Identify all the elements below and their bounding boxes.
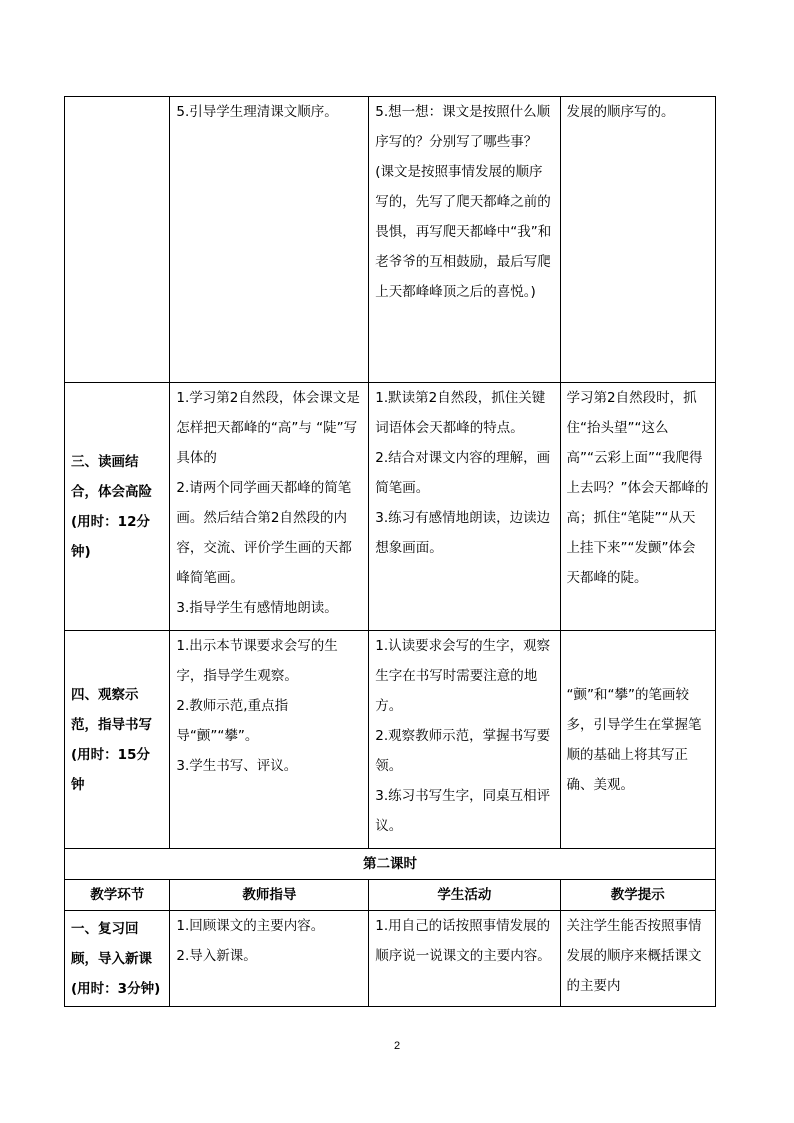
- student-item: 1.默读第2自然段，抓住关键词语体会天都峰的特点。: [375, 390, 546, 436]
- teacher-item: 5.引导学生理清课文顺序。: [176, 104, 338, 120]
- teacher-item: 1.回顾课文的主要内容。: [176, 918, 325, 934]
- column-header: 教学提示: [560, 880, 715, 911]
- tip-cell: [560, 631, 715, 849]
- student-item: 5.想一想：课文是按照什么顺序写的？分别写了哪些事？(课文是按照事情发展的顺序写的，先写了爬天都峰之前的畏惧，再写爬天都峰中“我”和老爷爷的互相鼓励，最后写爬上天都峰峰顶之后的喜悦。): [375, 104, 552, 300]
- tip-text: “颤”和“攀”的笔画较多，引导学生在掌握笔顺的基础上将其写正确、美观。: [566, 686, 702, 793]
- student-cell: [369, 631, 560, 849]
- student-cell: [369, 383, 560, 631]
- table-row: [65, 383, 716, 631]
- student-item: 3.练习有感情地朗读，边读边想象画面。: [375, 510, 551, 556]
- section-row: [65, 849, 716, 880]
- teacher-item: 3.指导学生有感情地朗读。: [176, 600, 338, 616]
- section-title: 第二课时: [65, 849, 716, 880]
- teacher-item: 3.学生书写、评议。: [176, 758, 298, 774]
- student-cell: [369, 97, 560, 383]
- column-header: 学生活动: [369, 880, 560, 911]
- table-row: [65, 911, 716, 1007]
- table-row: [65, 97, 716, 383]
- stage-cell: 一、复习回顾，导入新课(用时：3分钟): [65, 911, 170, 1007]
- teacher-cell: [170, 383, 369, 631]
- stage-cell: 三、读画结合，体会高险(用时：12分钟): [65, 383, 170, 631]
- student-item: 1.用自己的话按照事情发展的顺序说一说课文的主要内容。: [375, 918, 551, 964]
- stage-cell: [65, 97, 170, 383]
- teacher-item: 1.学习第2自然段，体会课文是怎样把天都峰的“高”与 “陡”写具体的: [176, 390, 360, 466]
- teacher-item: 1.出示本节课要求会写的生 字，指导学生观察。: [176, 638, 338, 684]
- teacher-cell: [170, 631, 369, 849]
- page-number: 2: [393, 1040, 401, 1052]
- stage-cell: 四、观察示范，指导书写(用时：15分钟: [65, 631, 170, 849]
- column-header: 教学环节: [65, 880, 170, 911]
- student-cell: [369, 911, 560, 1007]
- teacher-cell: [170, 911, 369, 1007]
- lesson-plan-table: [64, 96, 716, 1007]
- table-row: [65, 631, 716, 849]
- tip-cell: 学习第2自然段时，抓住“抬头望”“这么高”“云彩上面”“我爬得上去吗？”体会天都峰的高；抓住“笔陡”“从天上挂下来”“发颤”体会天都峰的陡。: [560, 383, 715, 631]
- tip-cell: 发展的顺序写的。: [560, 97, 715, 383]
- student-item: 2.结合对课文内容的理解，画简笔画。: [375, 450, 551, 496]
- student-item: 1.认读要求会写的生字，观察生字在书写时需要注意的地方。: [375, 638, 551, 714]
- teacher-cell: [170, 97, 369, 383]
- teacher-item: 2.导入新课。: [176, 948, 257, 964]
- tip-cell: 关注学生能否按照事情发展的顺序来概括课文的主要内: [560, 911, 715, 1007]
- teacher-item: 2.请两个同学画天都峰的简笔画。然后结合第2自然段的内容，交流、评价学生画的天都峰简笔画。: [176, 480, 352, 586]
- student-item: 2.观察教师示范，掌握书写要领。: [375, 728, 551, 774]
- column-header: 教师指导: [170, 880, 369, 911]
- header-row: [65, 880, 716, 911]
- teacher-item: 2.教师示范,重点指导“颤”“攀”。: [176, 698, 289, 744]
- student-item: 3.练习书写生字，同桌互相评议。: [375, 788, 551, 834]
